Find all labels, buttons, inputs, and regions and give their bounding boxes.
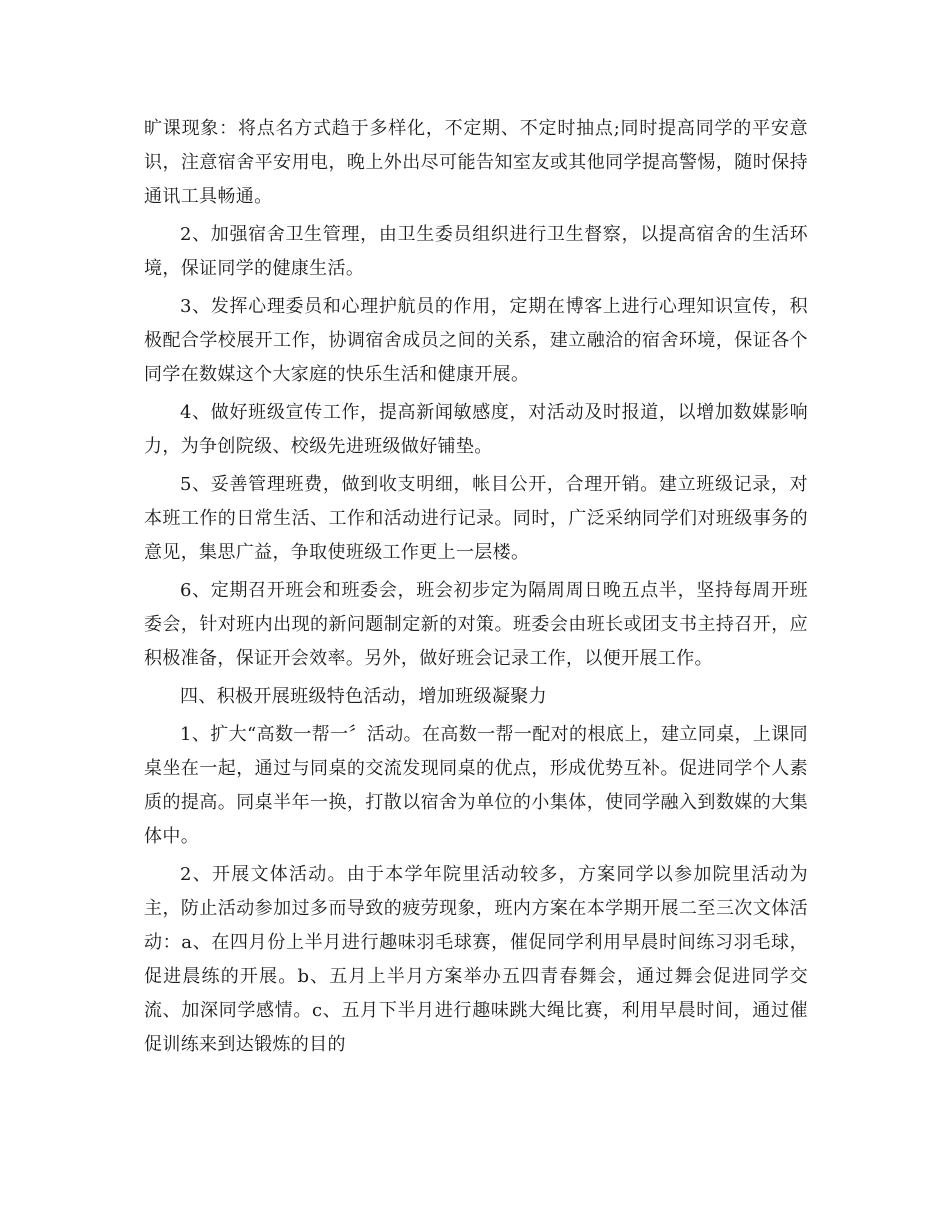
paragraph-dorm-hygiene: 2、加强宿舍卫生管理，由卫生委员组织进行卫生督察，以提高宿舍的生活环境，保证同学的健康生活。 (144, 224, 808, 279)
paragraph-class-funds: 5、妥善管理班费，做到收支明细，帐目公开，合理开销。建立班级记录，对本班工作的日常生活、工作和活动进行记录。同时，广泛采纳同学们对班级事务的意见，集思广益，争取使班级工作更上一层楼。 (144, 474, 808, 563)
paragraph-continuation: 旷课现象：将点名方式趋于多样化，不定期、不定时抽点;同时提高同学的平安意识，注意宿舍平安用电，晚上外出尽可能告知室友或其他同学提高警惕，随时保持通讯工具畅通。 (144, 118, 808, 207)
paragraph-class-meetings: 6、定期召开班会和班委会，班会初步定为隔周周日晚五点半，坚持每周开班委会，针对班内出现的新问题制定新的对策。班委会由班长或团支书主持召开，应积极准备，保证开会效率。另外，做好班会记录工作，以便开展工作。 (144, 580, 808, 669)
paragraph-peer-help: 1、扩大“高数一帮一〞活动。在高数一帮一配对的根底上，建立同桌，上课同桌坐在一起，通过与同桌的交流发现同桌的优点，形成优势互补。促进同学个人素质的提高。同桌半年一换，打散以宿舍为单位的小集体，使同学融入到数媒的大集体中。 (144, 724, 808, 847)
paragraph-activities: 2、开展文体活动。由于本学年院里活动较多，方案同学以参加院里活动为主，防止活动参加过多而导致的疲劳现象，班内方案在本学期开展二至三次文体活动：a、在四月份上半月进行趣味羽毛球赛，催促同学利用早晨时间练习羽毛球，促进晨练的开展。b、五月上半月方案举办五四青春舞会，通过舞会促进同学交流、加深同学感情。c、五月下半月进行趣味跳大绳比赛，利用早晨时间，通过催促训练来到达锻炼的目的 (144, 864, 808, 1055)
section-heading: 四、积极开展班级特色活动，增加班级凝聚力 (180, 686, 547, 707)
paragraph-publicity: 4、做好班级宣传工作，提高新闻敏感度，对活动及时报道，以增加数媒影响力，为争创院级、校级先进班级做好铺垫。 (144, 402, 808, 457)
document-body (144, 112, 808, 1066)
paragraph-psychology: 3、发挥心理委员和心理护航员的作用，定期在博客上进行心理知识宣传，积极配合学校展开工作，协调宿舍成员之间的关系，建立融洽的宿舍环境，保证各个同学在数媒这个大家庭的快乐生活和健康开展。 (144, 296, 808, 385)
